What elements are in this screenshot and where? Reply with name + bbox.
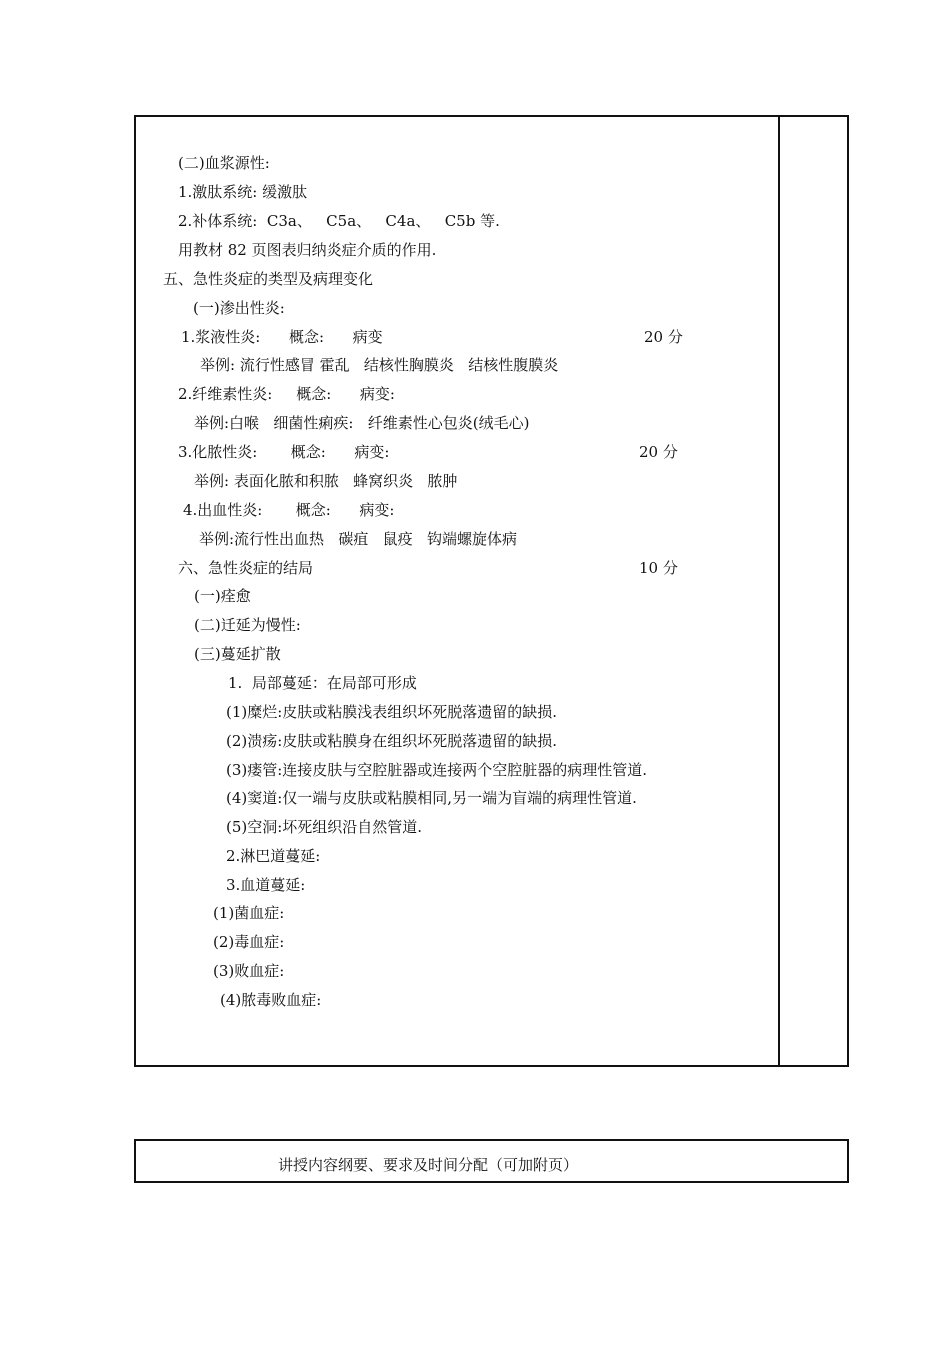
section-heading-6: 六、急性炎症的结局 [178,559,314,577]
line-6: (一)渗出性炎: [193,299,285,317]
line-23: (4)窦道:仅一端与皮肤或粘膜相同,另一端为盲端的病理性管道. [226,789,637,807]
line-10: 举例:白喉 细菌性痢疾: 纤维素性心包炎(绒毛心) [194,414,530,432]
line-1: (二)血浆源性: [178,154,270,172]
line-29: (3)败血症: [213,962,285,980]
line-25: 2.淋巴道蔓延: [226,847,321,865]
line-14: 举例:流行性出血热 碳疽 鼠疫 钩端螺旋体病 [199,530,517,548]
line-20: (1)糜烂:皮肤或粘膜浅表组织坏死脱落遗留的缺损. [226,703,558,721]
line-4: 用教材 82 页图表归纳炎症介质的作用. [178,241,437,259]
line-2: 1.激肽系统: 缓激肽 [178,183,308,201]
line-28: (2)毒血症: [213,933,285,951]
line-7: 1.浆液性炎: 概念: 病变 [181,328,383,346]
line-24: (5)空洞:坏死组织沿自然管道. [226,818,423,836]
line-30: (4)脓毒败血症: [220,991,322,1009]
line-9: 2.纤维素性炎: 概念: 病变: [178,385,395,403]
line-12: 举例: 表面化脓和积脓 蜂窝织炎 脓肿 [194,472,458,490]
score-label: 10 分 [639,559,678,577]
table-divider [778,115,780,1067]
line-22: (3)瘘管:连接皮肤与空腔脏器或连接两个空腔脏器的病理性管道. [226,761,648,779]
score-label: 20 分 [644,328,683,346]
line-17: (二)迁延为慢性: [194,616,301,634]
section-heading-5: 五、急性炎症的类型及病理变化 [163,270,374,288]
line-13: 4.出血性炎: 概念: 病变: [183,501,395,519]
line-21: (2)溃疡:皮肤或粘膜身在组织坏死脱落遗留的缺损. [226,732,558,750]
score-label: 20 分 [639,443,678,461]
line-11: 3.化脓性炎: 概念: 病变: [178,443,390,461]
line-26: 3.血道蔓延: [226,876,306,894]
line-18: (三)蔓延扩散 [194,645,281,663]
line-19: 1. 局部蔓延：在局部可形成 [228,674,417,692]
line-3: 2.补体系统: C3a、 C5a、 C4a、 C5b 等. [178,212,500,230]
line-16: (一)痊愈 [194,587,251,605]
footer-caption: 讲授内容纲要、要求及时间分配（可加附页） [278,1156,579,1174]
line-8: 举例: 流行性感冒 霍乱 结核性胸膜炎 结核性腹膜炎 [200,356,559,374]
line-27: (1)菌血症: [213,904,285,922]
